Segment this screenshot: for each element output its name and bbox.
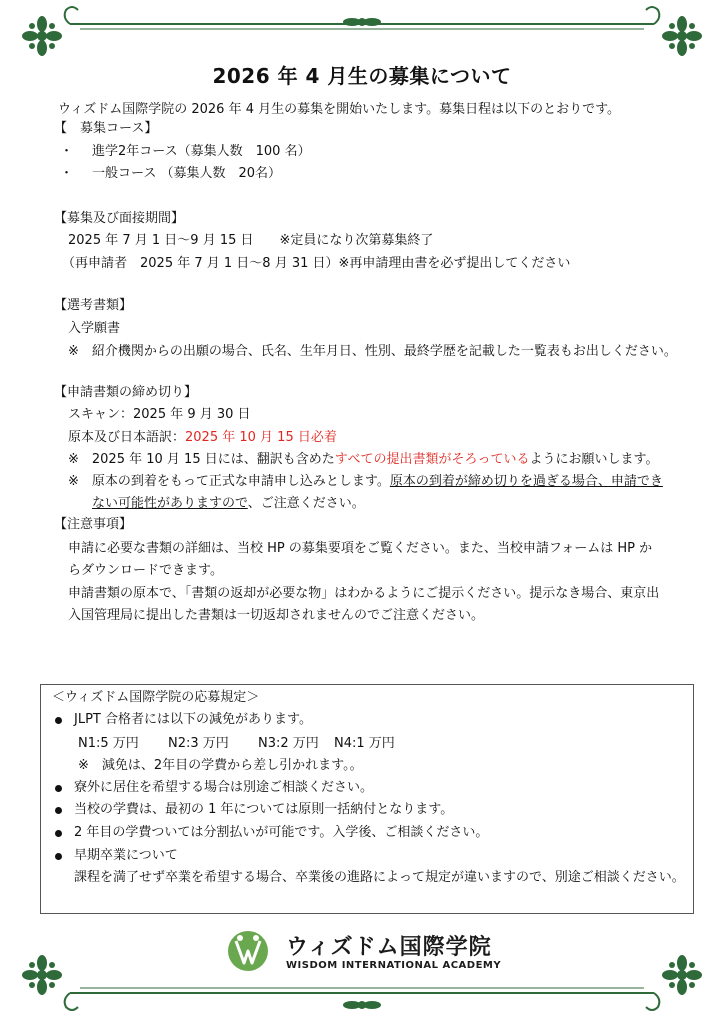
period-line-1: 2025 年 7 月 1 日～9 月 15 日 ※定員になり次第募集終了: [68, 233, 434, 248]
deadline-note-2-underline-cont: ない可能性がありますので: [92, 496, 248, 511]
deadline-original-label: 原本及び日本語訳：: [68, 430, 186, 445]
deadline-note-1-highlight: すべての提出書類がそろっている: [334, 452, 530, 467]
deadline-heading: 【申請書類の締め切り】: [54, 385, 198, 400]
bullet-icon: [55, 853, 62, 860]
academy-name-ja: ウィズドム国際学院: [286, 935, 492, 960]
academy-logo-icon: [228, 931, 268, 971]
documents-line-1: 入学願書: [68, 321, 121, 336]
deadline-note-1: [68, 451, 658, 469]
period-line-2: （再申請者 2025 年 7 月 1 日～8 月 31 日）※再申請理由書を必ず提出してください: [62, 256, 571, 271]
documents-heading: 【選考書類】: [54, 298, 133, 313]
deadline-scan: スキャン：2025 年 9 月 30 日: [68, 407, 251, 422]
course-bullet: ・: [60, 166, 74, 181]
notes-line-1: 申請に必要な書類の詳細は、当校 HP の募集要項をご覧ください。また、当校申請フォームは HP か: [68, 541, 653, 556]
jlpt-level-n4: N4:1 万円: [334, 736, 395, 751]
period-heading: 【募集及び面接期間】: [54, 211, 185, 226]
rules-early: 早期卒業について: [74, 848, 178, 863]
deadline-original-date: 2025 年 10 月 15 日必着: [185, 430, 337, 445]
jlpt-level-n1: N1:5 万円: [78, 736, 139, 751]
rules-early-detail: 課程を満了せず卒業を希望する場合、卒業後の進路によって規定が違いますので、別途ご相談ください。: [74, 870, 685, 885]
deadline-note-2: [68, 473, 663, 491]
bullet-icon: [55, 717, 62, 724]
bullet-icon: [55, 830, 62, 837]
courses-heading: 【 募集コース】: [54, 121, 158, 136]
notes-line-4: 入国管理局に提出した書類は一切返却されませんのでご注意ください。: [68, 608, 485, 623]
course-item-general: 一般コース （募集人数 20名）: [92, 166, 282, 181]
notes-heading: 【注意事項】: [54, 517, 133, 532]
rules-jlpt: JLPT 合格者には以下の減免があります。: [74, 712, 312, 727]
notes-line-2: らダウンロードできます。: [68, 563, 223, 578]
bullet-icon: [55, 807, 62, 814]
intro-text: ウィズドム国際学院の 2026 年 4 月生の募集を開始いたします。募集日程は以下のとおりです。: [58, 102, 621, 117]
rules-heading: ＜ウィズドム国際学院の応募規定＞: [52, 690, 260, 705]
course-item-advanced: 進学2年コース（募集人数 100 名）: [92, 144, 311, 159]
rules-jlpt-note: ※ 減免は、2年目の学費から差し引かれます。。: [78, 758, 363, 773]
jlpt-level-n3: N3:2 万円: [258, 736, 319, 751]
deadline-note-1-end: ようにお願いします。: [529, 452, 659, 467]
deadline-note-2-underline: 原本の到着が締め切りを過ぎる場合、申請でき: [389, 474, 663, 489]
academy-name-en: WISDOM INTERNATIONAL ACADEMY: [286, 960, 502, 971]
deadline-note-2-cont: [92, 495, 365, 513]
page-title: 2026 年 4 月生の募集について: [212, 64, 512, 88]
deadline-original: [68, 429, 337, 447]
rules-second-year: 2 年目の学費ついては分割払いが可能です。入学後、ご相談ください。: [74, 825, 489, 840]
rules-dorm: 寮外に居住を希望する場合は別途ご相談ください。: [74, 780, 374, 795]
deadline-note-2-text: ※ 原本の到着をもって正式な申請申し込みとします。: [68, 474, 390, 489]
jlpt-level-n2: N2:3 万円: [168, 736, 229, 751]
deadline-note-1-text: ※ 2025 年 10 月 15 日には、翻訳も含めた: [68, 452, 335, 467]
documents-line-2: ※ 紹介機関からの出願の場合、氏名、生年月日、性別、最終学歴を記載した一覧表もお出しください。: [68, 344, 677, 359]
rules-first-year: 当校の学費は、最初の 1 年については原則一括納付となります。: [74, 802, 454, 817]
notes-line-3: 申請書類の原本で、「書類の返却が必要な物」はわかるようにご提示ください。提示なき場合、東京出: [68, 586, 660, 601]
bullet-icon: [55, 785, 62, 792]
course-bullet: ・: [60, 144, 74, 159]
deadline-note-2-end: 、ご注意ください。: [247, 496, 365, 511]
